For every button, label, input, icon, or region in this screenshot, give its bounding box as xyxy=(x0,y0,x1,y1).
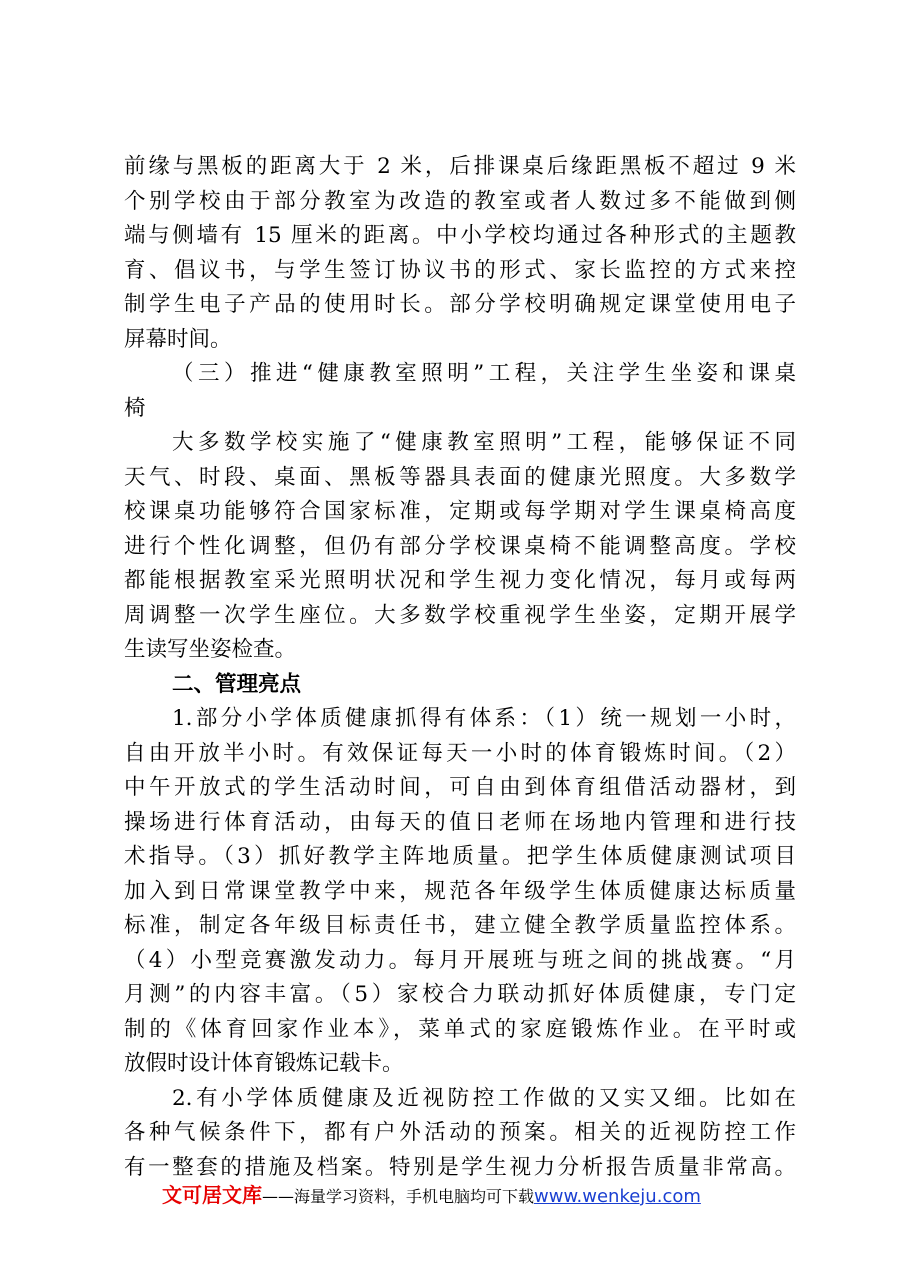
text-line: 制的《体育回家作业本》，菜单式的家庭锻炼作业。在平时或 xyxy=(124,1016,796,1042)
text-line: 操场进行体育活动，由每天的值日老师在场地内管理和进行技 xyxy=(124,809,796,835)
text-line: 加入到日常课堂教学中来，规范各年级学生体质健康达标质量 xyxy=(124,878,796,904)
text-line: 1.部分小学体质健康抓得有体系：（1）统一规划一小时， xyxy=(172,706,796,731)
text-line: 有一整套的措施及档案。特别是学生视力分析报告质量非常高。 xyxy=(124,1154,796,1180)
text-line: 端与侧墙有 15 厘米的距离。中小学校均通过各种形式的主题教 xyxy=(124,223,796,248)
text-line: 标准，制定各年级目标责任书，建立健全教学质量监控体系。 xyxy=(124,913,796,938)
text-line: 术指导。（3）抓好教学主阵地质量。把学生体质健康测试项目 xyxy=(124,844,796,869)
text-line: 自由开放半小时。有效保证每天一小时的体育锻炼时间。（2） xyxy=(124,740,796,766)
document-body xyxy=(124,150,796,1185)
text-line: （三）推进“健康教室照明”工程，关注学生坐姿和课桌 xyxy=(172,361,796,386)
text-line: 校课桌功能够符合国家标准，定期或每学期对学生课桌椅高度 xyxy=(124,499,796,524)
text-line: 前缘与黑板的距离大于 2 米，后排课桌后缘距黑板不超过 9 米 xyxy=(124,154,796,179)
section-heading: 二、管理亮点 xyxy=(172,671,302,697)
text-line: 大多数学校实施了“健康教室照明”工程，能够保证不同 xyxy=(172,430,796,455)
footer-link[interactable]: www.wenkeju.com xyxy=(534,1186,701,1207)
text-line: 2.有小学体质健康及近视防控工作做的又实又细。比如在 xyxy=(172,1085,796,1111)
text-line: 制学生电子产品的使用时长。部分学校明确规定课堂使用电子 xyxy=(124,292,796,317)
footer-banner xyxy=(162,1180,762,1210)
text-line: 个别学校由于部分教室为改造的教室或者人数过多不能做到侧 xyxy=(124,188,796,214)
footer-slogan: 海量学习资料，手机电脑均可下载 xyxy=(294,1187,535,1206)
text-line: 育、倡议书，与学生签订协议书的形式、家长监控的方式来控 xyxy=(124,257,796,283)
text-line: 月测”的内容丰富。（5）家校合力联动抓好体质健康，专门定 xyxy=(124,982,796,1007)
text-line: 屏幕时间。 xyxy=(124,326,232,352)
text-line: （4）小型竞赛激发动力。每月开展班与班之间的挑战赛。“月 xyxy=(124,947,796,973)
footer-dash: —— xyxy=(262,1187,294,1206)
footer-brand: 文可居文库 xyxy=(162,1183,262,1207)
text-line: 中午开放式的学生活动时间，可自由到体育组借活动器材，到 xyxy=(124,775,796,800)
text-line: 生读写坐姿检查。 xyxy=(124,637,297,662)
text-line: 周调整一次学生座位。大多数学校重视学生坐姿，定期开展学 xyxy=(124,602,796,628)
text-line: 放假时设计体育锻炼记载卡。 xyxy=(124,1051,404,1076)
text-line: 进行个性化调整，但仍有部分学校课桌椅不能调整高度。学校 xyxy=(124,533,796,559)
text-line: 椅 xyxy=(124,395,146,421)
text-line: 各种气候条件下，都有户外活动的预案。相关的近视防控工作 xyxy=(124,1120,796,1145)
text-line: 天气、时段、桌面、黑板等器具表面的健康光照度。大多数学 xyxy=(124,464,796,490)
text-line: 都能根据教室采光照明状况和学生视力变化情况，每月或每两 xyxy=(124,568,796,593)
